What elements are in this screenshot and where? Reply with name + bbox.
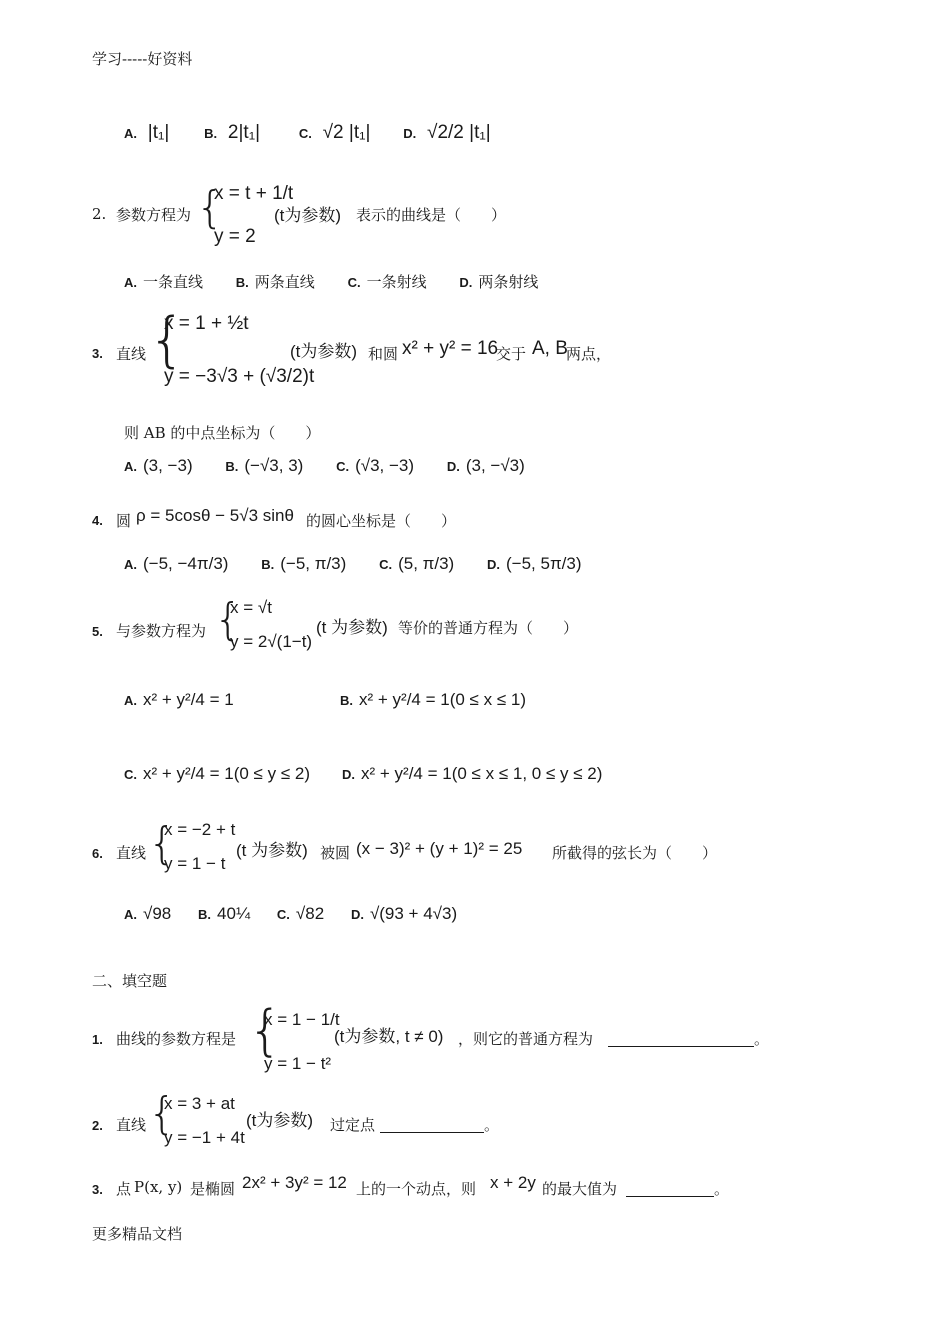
q6-mid: 被圆 [320,844,351,862]
q3-options [124,456,525,476]
q6-eq-line1: x = −2 + t [164,820,236,839]
f3-suffix: 的最大值为 [542,1180,618,1198]
f2-param: (t为参数) [246,1111,314,1130]
q2-c-label: C. [347,275,361,290]
q3-points: A, B [532,338,568,359]
q5-b-text: x² + y²/4 = 1(0 ≤ x ≤ 1) [359,690,526,709]
q5-c-text: x² + y²/4 = 1(0 ≤ y ≤ 2) [143,764,310,783]
q6-prefix: 直线 [116,844,147,862]
f1-eq-line1: x = 1 − 1/t [264,1010,340,1029]
f3-mid2: 上的一个动点，则 [356,1180,477,1198]
f3-ellipse: 2x² + 3y² = 12 [242,1173,347,1192]
q3-d-text: (3, −√3) [465,456,525,475]
q4-a-label: A. [124,557,137,572]
q5-brace: { [214,594,242,645]
q3-eq-line1: x = 1 + ½t [164,313,249,334]
q1-c-label: C. [298,126,312,141]
f1-answer-blank[interactable] [608,1030,754,1047]
q1-c-expr: √2 |t₁| [322,122,371,143]
q2-number: 2. [92,205,107,223]
q6-c-label: C. [276,907,290,922]
f2-eq-line1: x = 3 + at [164,1094,235,1113]
q4-number: 4. [92,513,103,528]
q2-options [124,271,538,292]
f2-number: 2. [92,1118,103,1133]
q1-b-expr: 2|t₁| [227,122,261,143]
q1-d-label: D. [403,126,417,141]
q3-circle: x² + y² = 16 [402,338,499,359]
f3-end: 。 [714,1180,730,1198]
q5-a-text: x² + y²/4 = 1 [143,690,234,709]
f1-prefix: 曲线的参数方程是 [116,1030,237,1048]
q6-suffix: 所截得的弦长为（ ） [552,844,718,862]
f1-number: 1. [92,1032,103,1047]
q4-d-label: D. [487,557,500,572]
q6-eq-line2: y = 1 − t [164,854,226,873]
page-footer: 更多精品文档 [92,1225,183,1243]
q1-b-label: B. [204,126,218,141]
q6-c-text: √82 [295,904,325,923]
q4-c-text: (5, π/3) [398,554,455,573]
q6-b-label: B. [198,907,212,922]
q5-b-label: B. [340,693,353,708]
q1-a-label: A. [124,126,137,141]
f2-brace: { [148,1088,176,1139]
section-title-fill-in: 二、填空题 [92,972,168,990]
q3-line-b: 则 AB 的中点坐标为（ ） [124,424,321,442]
q4-a-text: (−5, −4π/3) [143,554,229,573]
q4-c-label: C. [379,557,393,572]
q5-param: (t 为参数) [316,618,388,637]
q3-mid: 和圆 [368,345,399,363]
q3-eq-line2: y = −3√3 + (√3/2)t [164,366,315,387]
q6-number: 6. [92,846,103,861]
q6-circle: (x − 3)² + (y + 1)² = 25 [356,839,523,858]
q2-b-label: B. [235,275,249,290]
q3-a-label: A. [124,459,137,474]
f1-suffix: ，则它的普通方程为 [458,1030,594,1048]
f2-suffix: 过定点 [330,1116,376,1134]
q3-prefix: 直线 [116,345,147,363]
q2-param: (t为参数) [274,206,342,225]
q6-d-label: D. [350,907,364,922]
q3-suffix: 两点， [566,345,612,363]
q3-a-text: (3, −3) [143,456,193,475]
f2-prefix: 直线 [116,1116,147,1134]
f1-param: (t为参数, t ≠ 0) [334,1027,444,1046]
q5-prefix: 与参数方程为 [116,622,207,640]
q5-d-text: x² + y²/4 = 1(0 ≤ x ≤ 1, 0 ≤ y ≤ 2) [361,764,603,783]
q2-b-text: 两条直线 [254,273,315,291]
q2-c-text: 一条射线 [366,273,427,291]
q6-d-text: √(93 + 4√3) [369,904,458,923]
q5-option-a [124,690,234,710]
q5-c-label: C. [124,767,137,782]
q5-d-label: D. [342,767,355,782]
q2-d-label: D. [459,275,473,290]
q2-a-label: A. [124,275,137,290]
q4-suffix: 的圆心坐标是（ ） [306,512,457,530]
q2-prefix: 参数方程为 [116,206,192,224]
q5-option-c [124,764,310,784]
q4-expr: ρ = 5cosθ − 5√3 sinθ [136,506,294,525]
q3-number: 3. [92,346,103,361]
q3-b-text: (−√3, 3) [244,456,304,475]
q6-options [124,904,457,924]
q5-option-b [340,690,526,710]
q1-d-expr: √2/2 |t₁| [427,122,491,143]
q3-brace: { [148,305,187,375]
q2-brace: { [196,182,224,233]
q2-d-text: 两条射线 [478,273,539,291]
q6-brace: { [148,818,176,869]
q4-b-text: (−5, π/3) [280,554,347,573]
f3-number: 3. [92,1182,103,1197]
q5-suffix: 等价的普通方程为（ ） [398,619,579,637]
q2-a-text: 一条直线 [143,273,204,291]
page-header: 学习-----好资料 [92,50,193,68]
f1-brace: { [248,999,283,1062]
q3-mid2: 交于 [496,345,527,363]
f3-answer-blank[interactable] [626,1180,714,1197]
q5-eq-line1: x = √t [230,598,272,617]
f3-mid: 是椭圆 [190,1180,236,1198]
q6-b-text: 40¼ [217,904,251,923]
f2-eq-line2: y = −1 + 4t [164,1128,245,1147]
q4-d-text: (−5, 5π/3) [506,554,582,573]
q6-a-label: A. [124,907,137,922]
q6-param: (t 为参数) [236,841,308,860]
f3-expr: x + 2y [490,1173,536,1192]
q5-number: 5. [92,624,103,639]
q4-b-label: B. [261,557,275,572]
q1-a-expr: |t₁| [147,122,170,143]
q5-a-label: A. [124,693,137,708]
f2-answer-blank[interactable] [380,1116,484,1133]
q4-options [124,554,582,574]
f1-end: 。 [754,1030,770,1048]
q3-d-label: D. [446,459,460,474]
q3-c-label: C. [336,459,350,474]
f3-prefix: 点 [116,1180,132,1198]
q2-eq-line2: y = 2 [214,226,256,247]
q2-eq-line1: x = t + 1/t [214,183,294,204]
q2-suffix: 表示的曲线是（ ） [356,206,507,224]
f3-point: P(x, y) [134,1178,183,1196]
q5-option-d [342,764,602,784]
q3-c-text: (√3, −3) [355,456,415,475]
f1-eq-line2: y = 1 − t² [264,1054,332,1073]
q3-b-label: B. [225,459,239,474]
q3-param: (t为参数) [290,342,358,361]
q1-options [124,122,491,144]
q5-eq-line2: y = 2√(1−t) [230,632,313,651]
q6-a-text: √98 [143,904,172,923]
f2-end: 。 [484,1116,500,1134]
q4-prefix: 圆 [116,512,132,530]
